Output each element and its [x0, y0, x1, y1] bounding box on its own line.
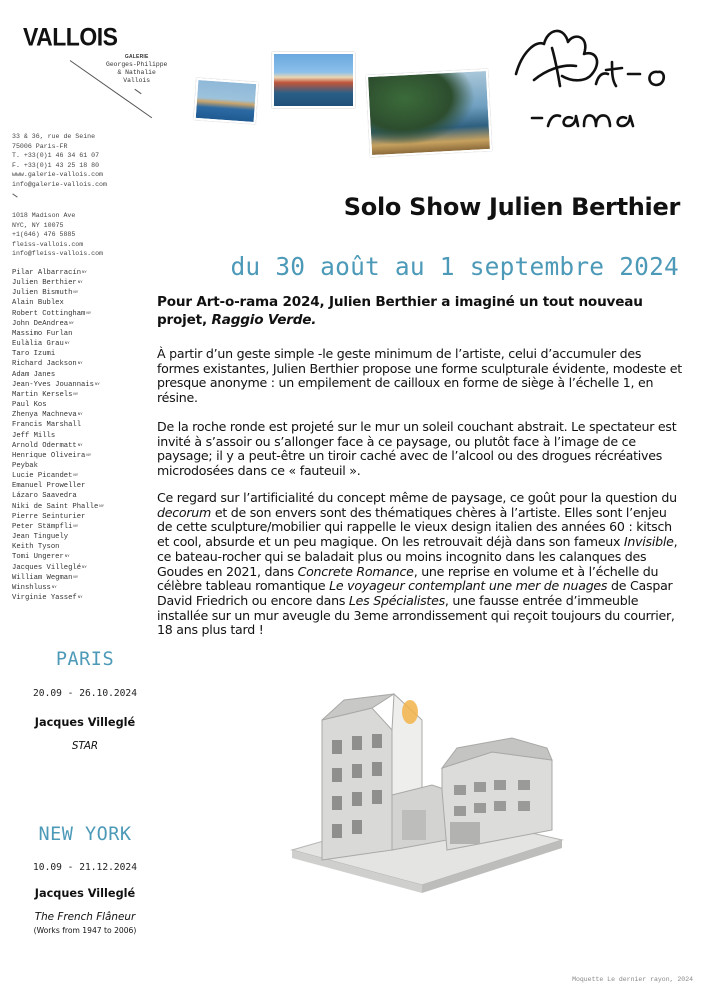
body-text: , une fausse entrée d’immeuble installée sur un mur aveugle du 3eme arrondissement qui reçoit toujours du courrier, 18 ans plus tard ! — [157, 592, 675, 638]
new-york-exhibition-note: (Works from 1947 to 2006) — [33, 926, 137, 935]
address-line: NYC, NY 10075 — [12, 221, 64, 229]
galerie-name-line: Vallois — [123, 77, 151, 84]
fax-line: F. +33(0)1 43 25 18 80 — [12, 161, 100, 169]
artist-list-item — [12, 471, 104, 481]
artist-name: Jeff Mills — [12, 431, 56, 440]
galerie-label: GALERIE — [124, 54, 149, 60]
galerie-divider — [134, 89, 141, 94]
new-york-address — [12, 211, 103, 259]
artist-name: Zhenya Machneva — [12, 411, 77, 420]
artist-list-item — [12, 491, 104, 501]
artist-name: Jean Tinguely — [12, 533, 69, 542]
postcard-image — [194, 78, 259, 124]
artist-name: Massimo Furlan — [12, 329, 73, 338]
artist-list-item — [12, 319, 104, 329]
artwork-title: Invisible — [623, 534, 674, 550]
artist-name: Emanuel Proweller — [12, 482, 86, 491]
new-york-exhibition-artist: Jacques Villeglé — [34, 887, 136, 900]
artist-name: Keith Tyson — [12, 543, 60, 552]
new-york-marker: NY — [94, 382, 100, 387]
gallery-logo: VALLOIS — [23, 22, 118, 51]
address-line: 33 & 36, rue de Seine — [12, 133, 96, 140]
artist-list-item — [12, 542, 104, 552]
body-text: et de son envers sont des thématiques chères à l’artiste. Elles sont l’enjeu de cette sculpture/mobilier qui rappelle le vieux design italien des années 60 : kitsch et cool, absurde et un peu magique. On les retrouvait déjà dans son fameux — [157, 504, 672, 550]
artist-name: Eulàlia Grau — [12, 340, 64, 349]
new-york-marker: NY — [73, 575, 79, 580]
artist-name: Niki de Saint Phalle — [12, 502, 99, 511]
paris-address — [12, 132, 107, 189]
artwork-title: Le voyageur contemplant une mer de nuages — [329, 578, 608, 594]
artist-list-item — [12, 298, 104, 308]
new-york-marker: NY — [77, 362, 83, 367]
artist-name: Julien Berthier — [12, 279, 77, 288]
address-line: 1018 Madison Ave — [12, 212, 76, 219]
maquette-image — [282, 690, 572, 895]
phone-line: +1(646) 476 5885 — [12, 231, 76, 238]
image-caption: Moquette Le dernier rayon, 2024 — [572, 976, 693, 983]
artist-list-item — [12, 441, 104, 451]
artist-name: John DeAndrea — [12, 319, 69, 328]
artist-list-item — [12, 420, 104, 430]
website-link[interactable]: fleiss-vallois.com — [12, 240, 84, 248]
new-york-marker: NY — [86, 311, 92, 316]
new-york-marker: NY — [82, 271, 87, 275]
artist-name: Martin Kersels — [12, 390, 73, 399]
artist-list-item — [12, 573, 104, 583]
artist-list-item — [12, 532, 104, 542]
website-link[interactable]: www.galerie-vallois.com — [12, 171, 104, 178]
artwork-title: Concrete Romance — [297, 563, 414, 579]
artist-list-item — [12, 288, 104, 298]
artist-list-item — [12, 380, 104, 390]
artist-name: Richard Jackson — [12, 360, 77, 369]
artist-name: Lucie Picandet — [12, 472, 73, 481]
address-divider — [12, 193, 17, 197]
artist-list-item — [12, 451, 104, 461]
new-york-marker: NY — [77, 443, 83, 448]
postcard-image — [366, 69, 492, 157]
body-paragraph: À partir d’un geste simple -le geste minimum de l’artiste, celui d’accumuler des formes existantes, Julien Berthier propose une forme sculpturale évidente, modeste et presque anonyme : un empilement de cailloux en forme de siège à l’échelle 1, en résine. — [157, 346, 682, 406]
galerie-name-line: Georges-Philippe — [106, 61, 168, 68]
artist-name: Julien Bismuth — [12, 289, 73, 298]
galerie-owners — [106, 53, 167, 85]
new-york-marker: NY — [64, 342, 70, 347]
body-text: , une reprise en volume et à l’échelle du célèbre tableau romantique — [157, 563, 659, 594]
body-text: , ce bateau-rocher qui se baladait plus ou moins incognito dans les calanques des Goudes en 2021, dans — [157, 534, 678, 579]
artist-list-item — [12, 278, 104, 288]
artist-list-item — [12, 512, 104, 522]
artist-list-item — [12, 349, 104, 359]
artist-list-item — [12, 583, 104, 593]
body-paragraph — [157, 491, 682, 638]
new-york-marker: NY — [64, 555, 70, 560]
artist-list-item — [12, 461, 104, 471]
paris-exhibition-dates: 20.09 - 26.10.2024 — [33, 688, 137, 699]
artwork-title: Les Spécialistes — [348, 592, 445, 608]
artist-name: Winshluss — [12, 583, 51, 592]
new-york-exhibition-title: The French Flâneur — [34, 911, 136, 923]
lead-text: Pour Art-o-rama 2024, Julien Berthier a imaginé un tout nouveau projet, — [157, 294, 643, 328]
artist-name: Adam Janes — [12, 370, 56, 379]
artist-list-item — [12, 370, 104, 380]
artist-name: Virginie Yassef — [12, 594, 77, 602]
artist-list-item — [12, 563, 104, 573]
body-paragraph: De la roche ronde est projeté sur le mur un soleil couchant abstrait. Le spectateur est invité à s’assoir ou s’allonger face à ce paysage, ou plutôt face à l’image de ce paysage; il y a peut-être un tiroir caché avec de l’alcool ou des drogues récréatives microdosées dans ce « fauteuil ». — [157, 419, 677, 479]
paris-exhibition-artist: Jacques Villeglé — [34, 716, 136, 729]
new-york-marker: NY — [77, 596, 83, 600]
postcard-image — [272, 52, 355, 108]
new-york-exhibition-dates: 10.09 - 21.12.2024 — [33, 862, 137, 873]
artist-list-item — [12, 329, 104, 339]
page-title: Solo Show Julien Berthier — [343, 193, 680, 221]
artist-name: Paul Kos — [12, 401, 47, 410]
artist-name: Francis Marshall — [12, 421, 82, 430]
italic-term: decorum — [157, 504, 212, 520]
body-text: Ce regard sur l’artificialité du concept même de paysage, ce goût pour la question du — [157, 490, 677, 505]
artist-name: Taro Izumi — [12, 350, 56, 359]
artist-list-item — [12, 339, 104, 349]
galerie-name-line: & Nathalie — [117, 69, 156, 76]
artist-name: Alain Bublex — [12, 299, 64, 308]
artist-name: Peter Stämpfli — [12, 522, 73, 531]
artist-name: Henrique Oliveira — [12, 451, 86, 460]
lead-paragraph — [157, 294, 682, 329]
artist-name: Robert Cottingham — [12, 309, 86, 318]
artist-name: Peybak — [12, 461, 38, 470]
artist-list-item — [12, 268, 104, 278]
artist-name: Arnold Odermatt — [12, 441, 77, 450]
new-york-marker: NY — [82, 565, 87, 570]
artist-list-item — [12, 522, 104, 532]
artist-list — [12, 268, 104, 603]
artist-name: Pilar Albarracín — [12, 269, 82, 277]
phone-line: T. +33(0)1 46 34 61 07 — [12, 152, 100, 159]
email-link[interactable]: info@galerie-vallois.com — [12, 180, 107, 188]
email-link[interactable]: info@fleiss-vallois.com — [12, 250, 104, 257]
artist-list-item — [12, 481, 104, 491]
address-line: 75006 Paris-FR — [12, 142, 68, 150]
new-york-marker: NY — [51, 585, 57, 590]
new-york-heading: NEW YORK — [38, 824, 132, 845]
paris-exhibition-title: STAR — [71, 740, 99, 752]
artist-list-item — [12, 410, 104, 420]
paris-heading: PARIS — [55, 649, 115, 670]
artist-name: Lázaro Saavedra — [12, 492, 77, 501]
art-o-rama-logo — [512, 22, 692, 142]
new-york-marker: NY — [77, 413, 83, 418]
new-york-marker: NY — [99, 504, 105, 509]
artist-name: Jean-Yves Jouannais — [12, 380, 94, 389]
new-york-marker: NY — [69, 321, 74, 326]
artist-name: Jacques Villeglé — [12, 563, 82, 572]
artist-list-item — [12, 552, 104, 562]
artist-name: William Wegman — [12, 573, 73, 582]
event-dates: du 30 août au 1 septembre 2024 — [230, 252, 679, 281]
body-text: de Caspar David Friedrich ou encore dans — [157, 578, 673, 608]
new-york-marker: NY — [73, 474, 79, 479]
artist-list-item — [12, 431, 104, 441]
new-york-marker: NY — [73, 291, 79, 296]
artist-list-item — [12, 502, 104, 512]
artist-list-item — [12, 309, 104, 319]
artist-list-item — [12, 593, 104, 603]
new-york-marker: NY — [77, 281, 83, 286]
artist-list-item — [12, 359, 104, 369]
artist-name: Pierre Seinturier — [12, 512, 86, 521]
new-york-marker: NY — [86, 453, 92, 458]
project-title: Raggio Verde. — [211, 311, 317, 328]
artist-list-item — [12, 400, 104, 410]
artist-name: Tomi Ungerer — [12, 553, 64, 562]
new-york-marker: NY — [73, 524, 79, 529]
new-york-marker: NY — [73, 392, 79, 397]
artist-list-item — [12, 390, 104, 400]
